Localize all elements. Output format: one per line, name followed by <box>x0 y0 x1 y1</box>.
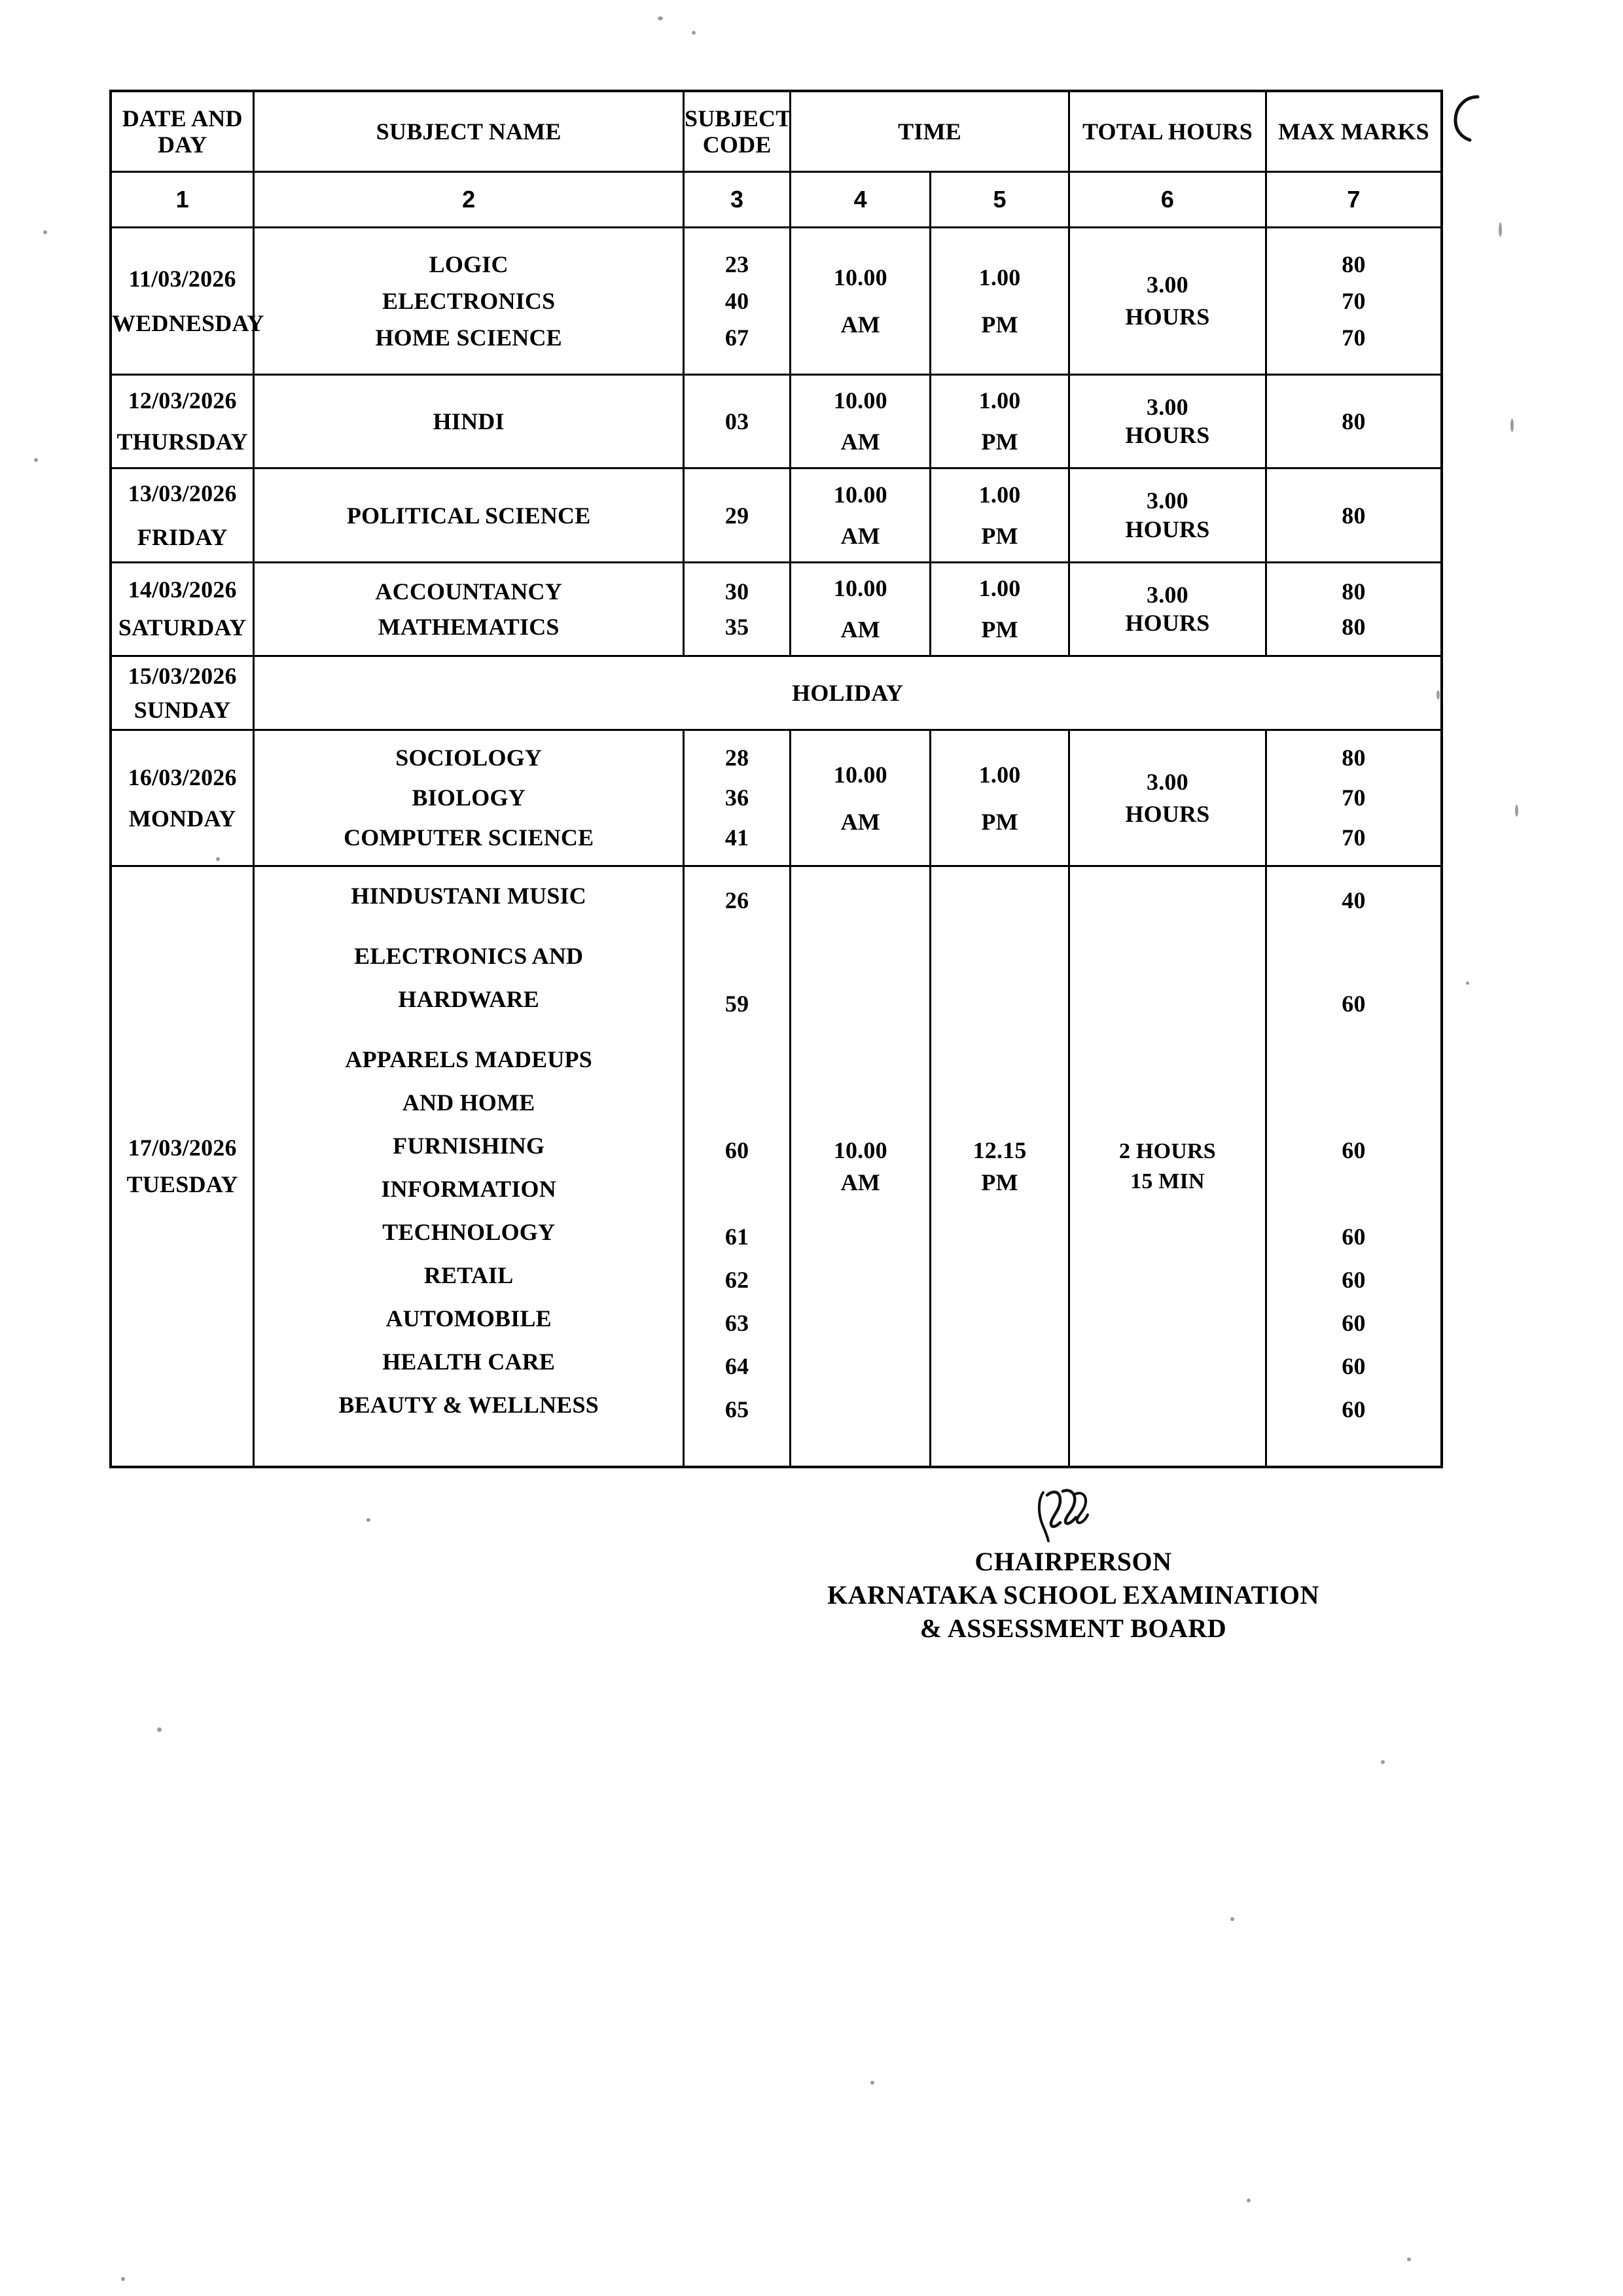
subject-name: AUTOMOBILE <box>385 1305 552 1332</box>
signature-block <box>707 1482 1440 1646</box>
row-max-marks-cell <box>1266 375 1442 468</box>
row-start-time-cell <box>791 468 931 563</box>
subject-name: TECHNOLOGY <box>382 1219 556 1245</box>
total-hours-value: 3.00 <box>1147 581 1188 608</box>
subject-name: RETAIL <box>423 1262 514 1288</box>
row-date-cell <box>111 656 254 730</box>
row-day: MONDAY <box>128 805 236 832</box>
total-hours-unit: HOURS <box>1125 516 1210 542</box>
scan-speck <box>157 1727 162 1732</box>
subject-name: POLITICAL SCIENCE <box>346 502 591 529</box>
row-date-cell <box>111 375 254 468</box>
scan-speck <box>366 1518 370 1522</box>
header-date-and-day: DATE AND DAY <box>111 91 254 172</box>
exam-timetable <box>109 90 1443 1468</box>
row-subjects-cell <box>254 563 684 656</box>
row-day: WEDNESDAY <box>112 310 264 336</box>
subject-name: SOCIOLOGY <box>395 744 543 771</box>
start-time: 10.00 <box>833 481 887 508</box>
subject-code: 29 <box>724 502 749 529</box>
subject-code: 26 <box>724 887 749 913</box>
scan-speck <box>43 230 47 234</box>
max-mark: 80 <box>1342 408 1366 434</box>
scan-speck <box>692 31 696 35</box>
subject-code: 41 <box>724 824 749 851</box>
holiday-label: HOLIDAY <box>254 656 1442 730</box>
scan-speck <box>1247 2199 1251 2202</box>
row-total-hours-cell <box>1069 866 1266 1468</box>
start-time: 10.00 <box>833 575 887 601</box>
scan-speck <box>1515 805 1518 817</box>
start-meridiem: AM <box>840 429 880 455</box>
row-start-time-cell <box>791 730 931 866</box>
subject-name: ELECTRONICS <box>382 287 556 314</box>
max-mark: 60 <box>1342 1224 1366 1250</box>
row-total-hours-cell <box>1069 375 1266 468</box>
row-subjects-cell <box>254 228 684 375</box>
max-mark: 40 <box>1342 887 1366 913</box>
end-time: 1.00 <box>978 575 1021 601</box>
scan-speck <box>34 458 38 462</box>
col-number-3: 3 <box>684 172 791 228</box>
total-hours-unit: 15 MIN <box>1130 1169 1205 1193</box>
margin-pen-mark <box>1448 93 1487 145</box>
row-day: FRIDAY <box>137 523 228 550</box>
max-mark: 70 <box>1342 325 1366 351</box>
subject-code: 60 <box>724 1137 749 1163</box>
row-codes-cell <box>684 563 791 656</box>
table-row <box>111 656 1442 730</box>
row-end-time-cell <box>931 228 1069 375</box>
max-mark: 80 <box>1342 614 1366 640</box>
row-end-time-cell <box>931 730 1069 866</box>
scan-speck <box>1510 419 1514 432</box>
scan-speck <box>658 16 663 20</box>
subject-name: HINDUSTANI MUSIC <box>351 883 586 909</box>
row-max-marks-cell <box>1266 468 1442 563</box>
scan-speck <box>1407 2257 1411 2261</box>
subject-name: HINDI <box>433 408 505 434</box>
subject-name: HARDWARE <box>398 986 539 1012</box>
row-end-time-cell <box>931 375 1069 468</box>
row-date: 17/03/2026 <box>128 1134 237 1161</box>
subject-code: 59 <box>724 991 749 1017</box>
total-hours-value: 3.00 <box>1147 768 1188 795</box>
subject-code: 28 <box>724 744 749 771</box>
subject-code: 67 <box>724 325 749 351</box>
row-max-marks-cell <box>1266 730 1442 866</box>
row-max-marks-cell <box>1266 228 1442 375</box>
col-number-6: 6 <box>1069 172 1266 228</box>
subject-code: 03 <box>724 408 749 434</box>
total-hours-unit: HOURS <box>1125 422 1210 448</box>
subject-code: 62 <box>724 1267 749 1293</box>
max-mark: 60 <box>1342 1353 1366 1379</box>
row-subjects-cell <box>254 468 684 563</box>
max-mark: 70 <box>1342 824 1366 851</box>
scan-speck <box>1230 1917 1234 1921</box>
handwritten-signature <box>707 1482 1440 1541</box>
col-number-4: 4 <box>791 172 931 228</box>
end-time: 12.15 <box>972 1137 1027 1163</box>
row-total-hours-cell <box>1069 468 1266 563</box>
row-date: 16/03/2026 <box>128 764 237 790</box>
start-meridiem: AM <box>840 311 880 338</box>
start-time: 10.00 <box>833 761 887 788</box>
row-date: 12/03/2026 <box>128 387 237 414</box>
row-codes-cell <box>684 730 791 866</box>
end-meridiem: PM <box>981 808 1018 835</box>
subject-code: 61 <box>724 1224 749 1250</box>
max-mark: 70 <box>1342 287 1366 314</box>
subject-name: COMPUTER SCIENCE <box>344 824 594 851</box>
row-subjects-cell <box>254 866 684 1468</box>
total-hours-value: 3.00 <box>1147 272 1188 298</box>
row-date: 14/03/2026 <box>128 576 237 603</box>
max-mark: 60 <box>1342 1137 1366 1163</box>
scan-speck <box>870 2081 874 2085</box>
column-number-row <box>111 172 1442 228</box>
max-mark: 70 <box>1342 784 1366 811</box>
col-number-1: 1 <box>111 172 254 228</box>
end-time: 1.00 <box>978 264 1021 291</box>
subject-code: 40 <box>724 287 749 314</box>
subject-code: 35 <box>724 614 749 640</box>
end-meridiem: PM <box>981 311 1018 338</box>
row-start-time-cell <box>791 375 931 468</box>
start-meridiem: AM <box>840 616 880 643</box>
total-hours-unit: HOURS <box>1125 800 1210 827</box>
col-number-2: 2 <box>254 172 684 228</box>
timetable-table <box>109 90 1443 1468</box>
row-subjects-cell <box>254 730 684 866</box>
row-date: 13/03/2026 <box>128 480 237 506</box>
table-row <box>111 375 1442 468</box>
header-max-marks: MAX MARKS <box>1266 91 1442 172</box>
subject-name: MATHEMATICS <box>378 614 560 640</box>
subject-name: LOGIC <box>429 251 508 277</box>
start-time: 10.00 <box>833 264 887 291</box>
row-max-marks-cell <box>1266 563 1442 656</box>
subject-code: 64 <box>724 1353 749 1379</box>
row-day: SATURDAY <box>118 614 247 641</box>
row-total-hours-cell <box>1069 730 1266 866</box>
subject-name: AND HOME <box>402 1089 535 1116</box>
scan-speck <box>1381 1760 1385 1764</box>
max-mark: 60 <box>1342 1396 1366 1422</box>
row-total-hours-cell <box>1069 563 1266 656</box>
header-total-hours: TOTAL HOURS <box>1069 91 1266 172</box>
header-subject-code: SUBJECT CODE <box>684 91 791 172</box>
max-mark: 80 <box>1342 251 1366 277</box>
row-date: 15/03/2026 <box>128 662 237 689</box>
subject-name: INFORMATION <box>381 1176 556 1202</box>
subject-name: HEALTH CARE <box>382 1349 556 1375</box>
subject-code: 36 <box>724 784 749 811</box>
signature-title: CHAIRPERSON <box>974 1547 1172 1576</box>
end-meridiem: PM <box>981 616 1018 643</box>
row-start-time-cell <box>791 228 931 375</box>
row-date-cell <box>111 730 254 866</box>
max-mark: 80 <box>1342 502 1366 529</box>
row-codes-cell <box>684 228 791 375</box>
signature-org-line-1: KARNATAKA SCHOOL EXAMINATION <box>827 1580 1319 1610</box>
row-end-time-cell <box>931 468 1069 563</box>
row-end-time-cell <box>931 866 1069 1468</box>
row-date-cell <box>111 866 254 1468</box>
row-date-cell <box>111 468 254 563</box>
row-max-marks-cell <box>1266 866 1442 1468</box>
max-mark: 60 <box>1342 991 1366 1017</box>
row-day: TUESDAY <box>126 1171 238 1197</box>
max-mark: 80 <box>1342 744 1366 771</box>
start-time: 10.00 <box>833 387 887 414</box>
row-day: SUNDAY <box>134 697 231 723</box>
row-codes-cell <box>684 468 791 563</box>
end-time: 1.00 <box>978 761 1021 788</box>
table-row <box>111 563 1442 656</box>
subject-code: 23 <box>724 251 749 277</box>
table-header-row <box>111 91 1442 172</box>
total-hours-value: 3.00 <box>1147 393 1188 420</box>
end-meridiem: PM <box>981 429 1018 455</box>
subject-name: APPARELS MADEUPS <box>345 1046 592 1072</box>
max-mark: 60 <box>1342 1267 1366 1293</box>
table-row <box>111 730 1442 866</box>
end-meridiem: PM <box>981 1169 1018 1195</box>
scan-speck <box>1466 981 1469 985</box>
row-end-time-cell <box>931 563 1069 656</box>
row-subjects-cell <box>254 375 684 468</box>
end-time: 1.00 <box>978 481 1021 508</box>
header-time: TIME <box>791 91 1069 172</box>
total-hours-unit: HOURS <box>1125 610 1210 636</box>
row-date-cell <box>111 563 254 656</box>
start-meridiem: AM <box>840 808 880 835</box>
total-hours-unit: HOURS <box>1125 304 1210 330</box>
max-mark: 60 <box>1342 1310 1366 1336</box>
subject-name: HOME SCIENCE <box>375 325 562 351</box>
subject-name: ACCOUNTANCY <box>375 578 562 605</box>
table-row <box>111 228 1442 375</box>
table-row <box>111 468 1442 563</box>
scan-speck <box>121 2277 125 2281</box>
row-codes-cell <box>684 866 791 1468</box>
subject-code: 63 <box>724 1310 749 1336</box>
row-day: THURSDAY <box>116 429 248 455</box>
subject-name: BIOLOGY <box>412 784 526 811</box>
table-row <box>111 866 1442 1468</box>
row-start-time-cell <box>791 563 931 656</box>
total-hours-value: 2 HOURS <box>1119 1139 1216 1163</box>
scan-speck <box>1499 222 1502 237</box>
row-date: 11/03/2026 <box>128 265 236 292</box>
header-subject-name: SUBJECT NAME <box>254 91 684 172</box>
col-number-7: 7 <box>1266 172 1442 228</box>
start-meridiem: AM <box>840 1169 880 1195</box>
subject-name: FURNISHING <box>393 1133 545 1159</box>
end-meridiem: PM <box>981 522 1018 549</box>
row-codes-cell <box>684 375 791 468</box>
row-total-hours-cell <box>1069 228 1266 375</box>
start-meridiem: AM <box>840 522 880 549</box>
subject-name: ELECTRONICS AND <box>354 943 584 969</box>
start-time: 10.00 <box>833 1137 887 1163</box>
row-date-cell <box>111 228 264 375</box>
signature-org-line-2: & ASSESSMENT BOARD <box>919 1614 1227 1644</box>
subject-code: 65 <box>724 1396 749 1422</box>
col-number-5: 5 <box>931 172 1069 228</box>
subject-name: BEAUTY & WELLNESS <box>338 1392 599 1418</box>
end-time: 1.00 <box>978 387 1021 414</box>
max-mark: 80 <box>1342 578 1366 605</box>
subject-code: 30 <box>724 578 749 605</box>
row-start-time-cell <box>791 866 931 1468</box>
total-hours-value: 3.00 <box>1147 487 1188 514</box>
